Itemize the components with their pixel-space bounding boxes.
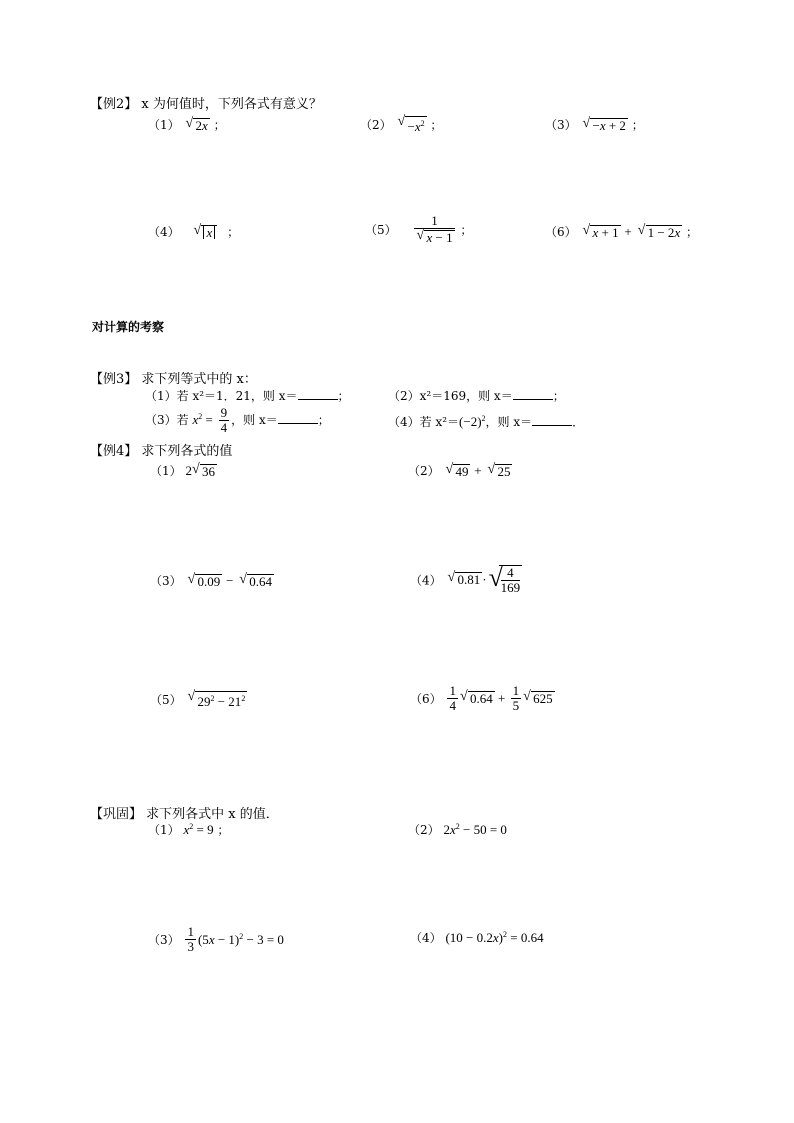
example-4-question: 求下列各式的值 [141, 444, 233, 459]
separator: ； [227, 225, 240, 239]
item-number: （1） [150, 464, 182, 478]
separator: ； [686, 225, 699, 239]
item-number: （1） [148, 823, 180, 837]
separator: ； [631, 118, 644, 132]
separator: ； [213, 118, 226, 132]
example-2-heading [90, 93, 322, 112]
ex4-item-5 [150, 691, 247, 710]
ex4-item-1: （1） 2 √ 36 [150, 461, 215, 479]
sqrt-36: √ 36 [191, 461, 215, 479]
item-number: （3） [148, 933, 180, 947]
sqrt-29sq-minus-21sq: √ $29^2 - 21^2$ [187, 689, 246, 709]
fraction-1-over-4: $\frac{1}{4}$ [449, 683, 456, 713]
sqrt-625: √ 625 [523, 688, 553, 706]
sqrt-25: √ 25 [487, 461, 511, 479]
section-title: 对计算的考察 [92, 320, 165, 334]
separator: ； [317, 413, 330, 427]
ex3-item-4-mid: ，则 x＝ [485, 415, 533, 429]
ex3-item-2 [388, 387, 565, 404]
item-number: （3） [150, 574, 182, 588]
ex3-item-3-mid: ，则 x＝ [231, 413, 278, 427]
ex4-item-6: （6） $\frac{1}{4}$ √ 0.64 + $\frac{1}{5}$ √ 625 [410, 683, 553, 713]
ex2-item-4 [148, 223, 239, 241]
example-3-question: 求下列等式中的 x： [141, 372, 257, 387]
ex3-item-1-text: （1）若 x²＝1．21，则 x＝ [145, 389, 298, 403]
fraction-9-over-4: $\frac{9}{4}$ [220, 405, 228, 435]
item-number: （3） [545, 118, 577, 132]
fraction-1-over-5: $\frac{1}{5}$ [512, 683, 520, 713]
ex3-item-2-text: （2）x²＝169，则 x＝ [388, 389, 513, 403]
consolidate-item-3: （3） $\frac{1}{3}$ $(5x - 1)^2 - 3 = 0$ [148, 924, 284, 954]
ex3-item-3: （3）若 $x^2$ = $\frac{9}{4}$ ，则 x＝ ； [145, 405, 330, 435]
item-number: （4） [410, 573, 442, 588]
sqrt-0-64: √ 0.64 [239, 571, 272, 589]
ex2-item-1 [148, 116, 226, 134]
consolidate-item-2: （2） $2x^2 - 50 = 0$ [408, 822, 507, 837]
answer-blank[interactable] [298, 387, 338, 400]
example-2-question: x 为何值时，下列各式有意义？ [141, 97, 322, 112]
ex2-item-5 [365, 214, 472, 245]
example-3-heading [90, 368, 257, 387]
sqrt-x-plus-1: √ x + 1 [582, 222, 619, 240]
example-4-heading [90, 440, 232, 459]
separator: ； [460, 222, 473, 237]
item-number: （4） [148, 225, 180, 239]
ex3-item-4-text: （4）若 x²＝ [388, 415, 460, 429]
example-3-label: 【例3】 [90, 372, 138, 387]
answer-blank[interactable] [278, 411, 318, 424]
fraction-1-over-3: $\frac{1}{3}$ [187, 924, 194, 954]
ex3-item-3-text: （3）若 [145, 413, 189, 427]
separator: ； [430, 118, 443, 132]
separator: ． [572, 415, 585, 429]
sqrt-neg-x-plus-2: √ −x + 2 [582, 115, 626, 133]
example-4-label: 【例4】 [90, 444, 138, 459]
ex4-item-4: （4） √ 0.81 · √ $\frac{4}{169}$ [410, 563, 521, 595]
fraction-1-over-sqrt: 1 √ x − 1 [416, 213, 453, 245]
sqrt-0-81: √ 0.81 [447, 570, 481, 587]
consolidate-question: 求下列各式中 x 的值． [146, 807, 279, 822]
sqrt-4-over-169: √ $\frac{4}{169}$ [488, 563, 521, 595]
ex2-item-6: （6） √ x + 1 + √ 1 − 2x ； [545, 222, 699, 240]
ex3-item-1 [145, 387, 350, 404]
item-number: （5） [365, 222, 397, 237]
ex3-item-4: （4）若 $x^2=(-2)^2$，则 x＝ ． [388, 414, 585, 429]
consolidate-item-1: （1） $x^2 = 9$ ； [148, 822, 230, 837]
consolidate-item-4: （4） $(10 - 0.2x)^2 = 0.64$ [410, 930, 544, 945]
ex4-item-3: （3） √ 0.09 − √ 0.64 [150, 571, 272, 589]
sqrt-neg-x-squared: √ $-x^2$ [397, 114, 425, 134]
ex2-item-2 [360, 116, 442, 135]
item-number: （5） [150, 693, 182, 707]
ex2-item-3 [545, 116, 644, 134]
sqrt-49: √ 49 [445, 461, 469, 479]
example-2-label: 【例2】 [90, 97, 138, 112]
ex4-item-2: （2） √ 49 + √ 25 [408, 461, 511, 479]
item-number: （1） [148, 118, 180, 132]
sqrt-0-09: √ 0.09 [187, 571, 221, 589]
sqrt-2x: √ 2x [185, 115, 208, 133]
consolidate-label: 【巩固】 [90, 807, 143, 822]
item-number: （2） [408, 464, 440, 478]
sqrt-1-minus-2x: √ 1 − 2x [637, 222, 681, 240]
item-number: （4） [410, 931, 442, 945]
separator: ； [337, 389, 350, 403]
item-number: （6） [410, 692, 442, 706]
consolidate-heading [90, 803, 279, 822]
item-number: （2） [408, 823, 440, 837]
sqrt-0-64: √ 0.64 [459, 688, 493, 706]
separator: ； [552, 389, 565, 403]
answer-blank[interactable] [513, 387, 553, 400]
item-number: （2） [360, 118, 392, 132]
answer-blank[interactable] [532, 413, 572, 426]
sqrt-abs-x: √ x [193, 225, 217, 241]
item-number: （6） [545, 225, 577, 239]
